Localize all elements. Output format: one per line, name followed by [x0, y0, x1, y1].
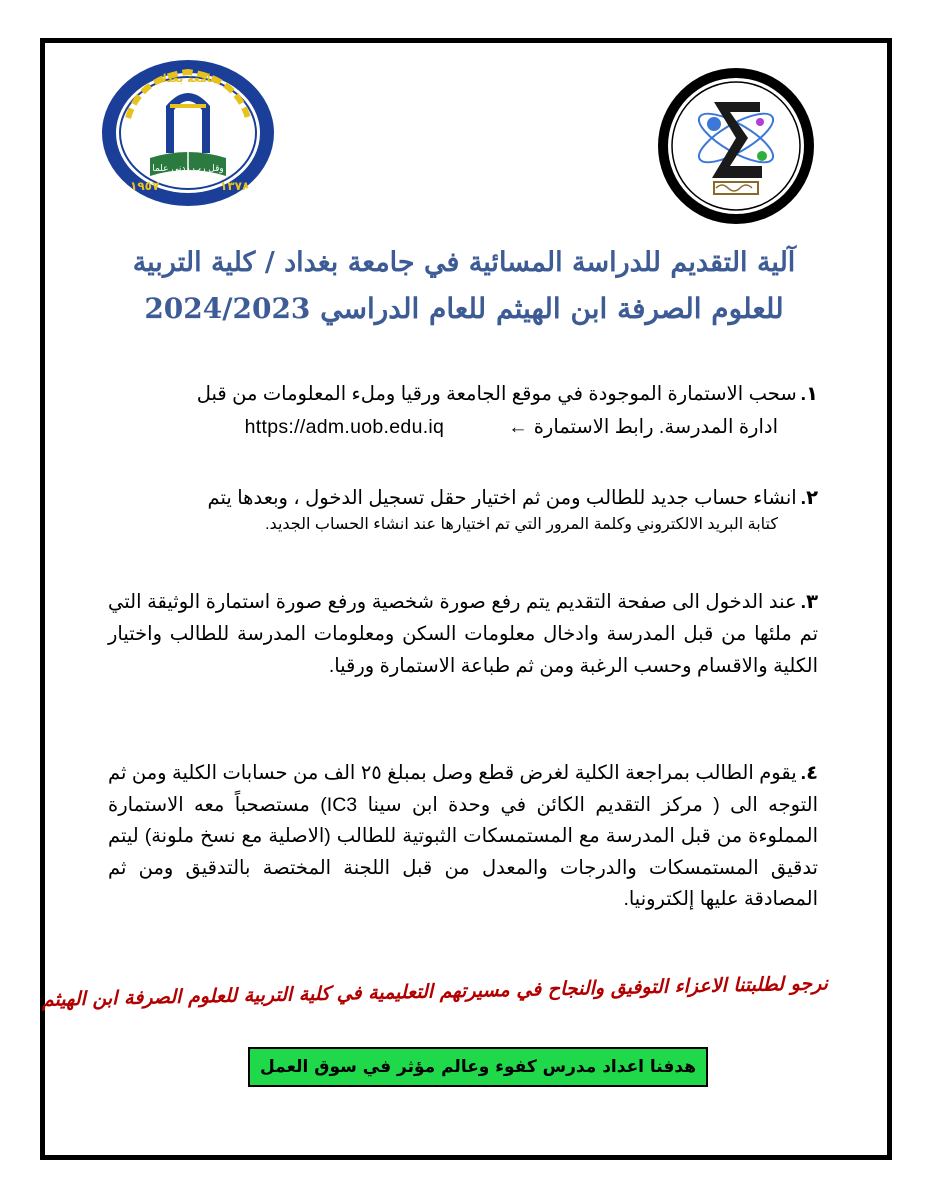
- item-1-line-2: [108, 411, 818, 444]
- item-4-text-wrap: [108, 758, 818, 916]
- item-number: ١.: [800, 383, 818, 405]
- page-title-line-2: للعلوم الصرفة ابن الهيثم للعام الدراسي 2024/2023: [144, 292, 784, 325]
- list-item-1: [108, 378, 818, 444]
- list-item-4: [108, 758, 818, 916]
- item-3-text-wrap: [108, 586, 818, 682]
- motto-banner: هدفنا اعداد مدرس كفوء وعالم مؤثر في سوق العمل: [248, 1047, 708, 1087]
- logo-year-gregorian: ١٩٥٧: [130, 179, 160, 193]
- list-item-2: [108, 484, 818, 538]
- form-url-link[interactable]: https://adm.uob.edu.iq: [244, 416, 445, 438]
- closing-wish: نرجو لطلبتنا الاعزاء التوفيق والنجاح في مسيرتهم التعليمية في كلية التربية للعلوم الصرفة ابن الهيثم: [41, 972, 829, 1011]
- item-1-line-1: ١.سحب الاستمارة الموجودة في موقع الجامعة ورقيا وملء المعلومات من قبل: [108, 378, 818, 411]
- arrow-left-icon: ←: [508, 416, 528, 438]
- item-2-line-1: ٢.انشاء حساب جديد للطالب ومن ثم اختيار حقل تسجيل الدخول ، وبعدها يتم: [108, 484, 818, 512]
- item-2-line-2: كتابة البريد الالكتروني وكلمة المرور التي تم اختيارها عند انشاء الحساب الجديد.: [265, 516, 778, 533]
- logo-inscription: جامعة بغداد: [157, 72, 219, 85]
- item-number: ٢.: [800, 487, 818, 509]
- item-3-text: عند الدخول الى صفحة التقديم يتم رفع صورة شخصية ورفع صورة استمارة الوثيقة التي تم ملئها من قبل المدرسة وادخال معلومات السكن ومعلومات المدرسة للطالب واختيار الكلية والاقسام وحسب الرغبة ومن ثم طباعة الاستمارة ورقيا.: [108, 591, 818, 677]
- page-title-line-1: آلية التقديم للدراسة المسائية في جامعة بغداد / كلية التربية: [132, 247, 796, 278]
- item-number: ٣.: [800, 591, 818, 613]
- item-4-text: يقوم الطالب بمراجعة الكلية لغرض قطع وصل بمبلغ ٢٥ الف من حسابات الكلية ومن ثم التوجه الى ( مركز التقديم الكائن في وحدة ابن سينا IC3) مستصحباً معه الاستمارة المملوءة من قبل المدرسة مع المستمسكات الثبوتية للطالب (الاصلية مع نسخ ملونة) ليتم تدقيق المستمسكات والدرجات والمعدل من قبل اللجنة المختصة بالتدقيق ومن ثم المصادقة عليها إلكترونيا.: [108, 762, 819, 910]
- logo-book-text: وقل رب زدني علما: [152, 164, 224, 174]
- item-number: ٤.: [800, 762, 818, 784]
- list-item-3: [108, 586, 818, 682]
- logo-year-hijri: ١٣٧٨: [220, 179, 250, 193]
- item-1-text: ادارة المدرسة. رابط الاستمارة: [533, 416, 778, 438]
- university-of-baghdad-logo: [100, 58, 276, 208]
- college-ibn-al-haitham-logo: [656, 66, 816, 226]
